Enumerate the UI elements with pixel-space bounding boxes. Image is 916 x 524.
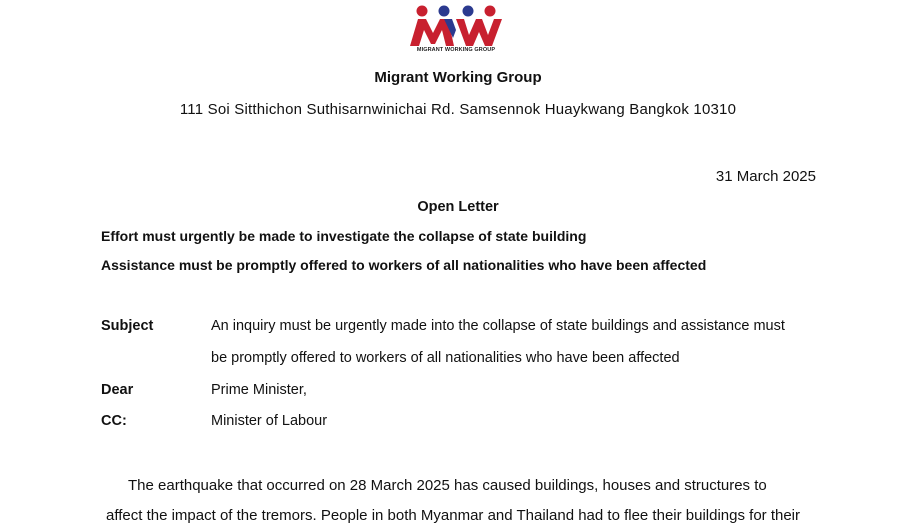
logo-head-4 — [485, 6, 496, 17]
subject-text-line-2: be promptly offered to workers of all nationalities who have been affected — [211, 350, 680, 366]
salutation-label: Dear — [101, 382, 134, 398]
organization-name: Migrant Working Group — [374, 69, 542, 86]
letter-date: 31 March 2025 — [715, 168, 816, 185]
subject-label: Subject — [101, 318, 154, 334]
letter-type-heading: Open Letter — [417, 199, 499, 215]
subject-text-line-1: An inquiry must be urgently made into the collapse of state buildings and assistance must — [211, 318, 785, 334]
cc-label: CC: — [101, 413, 127, 429]
logo-head-2 — [439, 6, 450, 17]
cc-recipient: Minister of Labour — [211, 413, 328, 429]
organization-address: 111 Soi Sitthichon Suthisarnwinichai Rd. Samsennok Huaykwang Bangkok 10310 — [179, 101, 737, 118]
body-paragraph-line-2: affect the impact of the tremors. People in both Myanmar and Thailand had to flee their buildings for their — [106, 507, 801, 524]
headline-investigation: Effort must urgently be made to investigate the collapse of state building — [101, 228, 587, 244]
logo-head-1 — [417, 6, 428, 17]
logo-letter-w — [456, 19, 502, 46]
mwg-logo-mark — [398, 2, 514, 52]
logo-caption: MIGRANT WORKING GROUP — [416, 47, 496, 53]
logo-head-3 — [463, 6, 474, 17]
salutation-recipient: Prime Minister, — [211, 382, 307, 398]
headline-assistance: Assistance must be promptly offered to workers of all nationalities who have been affected — [101, 257, 707, 273]
body-paragraph-line-1: The earthquake that occurred on 28 March 2025 has caused buildings, houses and structures to — [128, 477, 767, 494]
